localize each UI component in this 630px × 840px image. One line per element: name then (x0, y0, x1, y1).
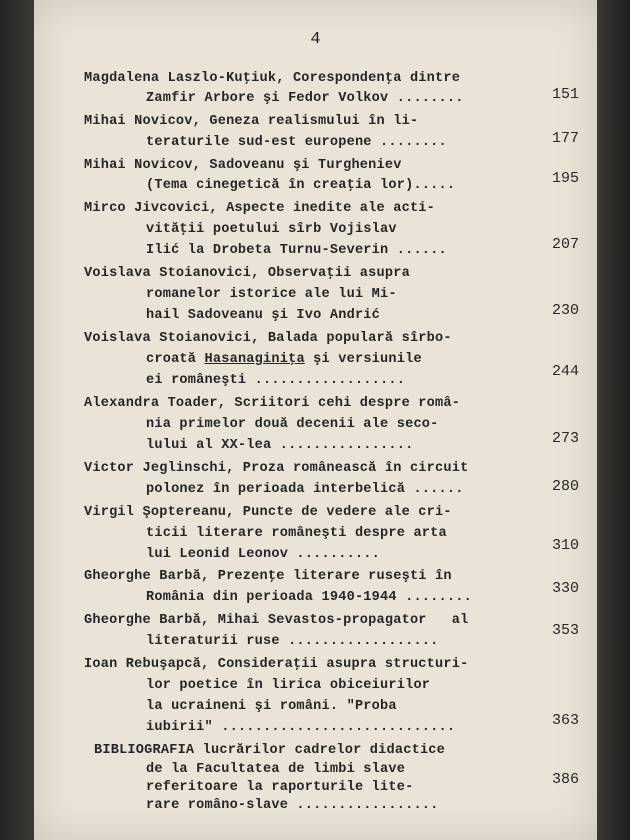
entry-line: ei româneşti .................. (146, 373, 406, 388)
page-number: 4 (310, 30, 321, 49)
entry-page-number: 207 (551, 236, 579, 253)
book-binding-left (0, 0, 34, 840)
entry-line: BIBLIOGRAFIA lucrărilor cadrelor didactice (94, 743, 446, 758)
entry-line: ticii literare româneşti despre arta (146, 526, 447, 541)
document-page (34, 0, 597, 840)
entry-line: romanelor istorice ale lui Mi- (146, 287, 397, 302)
entry-page-number: 280 (551, 478, 579, 495)
entry-page-number: 273 (551, 430, 579, 447)
entry-line: lor poetice în lirica obiceiurilor (146, 678, 431, 693)
entry-line: lui Leonid Leonov .......... (146, 547, 381, 562)
entry-line: Virgil Şoptereanu, Puncte de vedere ale cri- (84, 505, 452, 520)
entry-line: Zamfir Arbore şi Fedor Volkov ........ (146, 91, 464, 106)
entry-page-number: 310 (551, 537, 579, 554)
entry-line: Gheorghe Barbă, Prezenţe literare ruseşti în (84, 569, 452, 584)
book-binding-right (597, 0, 630, 840)
entry-line: nia primelor două decenii ale seco- (146, 417, 439, 432)
entry-line: Magdalena Laszlo-Kuţiuk, Corespondenţa dintre (84, 71, 461, 86)
entry-page-number: 195 (551, 170, 579, 187)
entry-line: de la Facultatea de limbi slave (146, 762, 406, 777)
entry-line: iubirii" ............................ (146, 720, 456, 735)
entry-line: lului al XX-lea ................ (146, 438, 414, 453)
entry-line: vităţii poetului sîrb Vojislav (146, 222, 397, 237)
entry-line: croată Hasanaginiţa şi versiunile (146, 352, 422, 367)
entry-line: Voislava Stoianovici, Observaţii asupra (84, 266, 410, 281)
entry-line: Victor Jeglinschi, Proza românească în circuit (84, 461, 469, 476)
entry-line: referitoare la raporturile lite- (146, 780, 414, 795)
entry-line: Voislava Stoianovici, Balada populară sîrbo- (84, 331, 452, 346)
entry-line: rare româno-slave ................. (146, 798, 439, 813)
entry-line: la ucraineni şi români. "Proba (146, 699, 397, 714)
entry-line: polonez în perioada interbelică ...... (146, 482, 464, 497)
entry-page-number: 151 (551, 86, 579, 103)
entry-line: Ilić la Drobeta Turnu-Severin ...... (146, 243, 447, 258)
entry-line: Alexandra Toader, Scriitori cehi despre româ- (84, 396, 461, 411)
entry-page-number: 353 (551, 622, 579, 639)
entry-line: Ioan Rebuşapcă, Consideraţii asupra structuri- (84, 657, 469, 672)
entry-page-number: 330 (551, 580, 579, 597)
entry-line: teraturile sud-est europene ........ (146, 135, 447, 150)
underlined-title: Hasanaginiţa (204, 352, 305, 367)
entry-line: România din perioada 1940-1944 ........ (146, 590, 472, 605)
entry-page-number: 230 (551, 302, 579, 319)
entry-line: Mihai Novicov, Sadoveanu şi Turgheniev (84, 158, 402, 173)
entry-line: Gheorghe Barbă, Mihai Sevastos-propagator al (84, 613, 469, 628)
entry-line: Mihai Novicov, Geneza realismului în li- (84, 114, 419, 129)
entry-line: (Tema cinegetică în creaţia lor)..... (146, 178, 456, 193)
entry-page-number: 386 (551, 771, 579, 788)
entry-line: literaturii ruse .................. (146, 634, 439, 649)
entry-page-number: 244 (551, 363, 579, 380)
entry-line: Mirco Jivcovici, Aspecte inedite ale acti- (84, 201, 436, 216)
entry-page-number: 177 (551, 130, 579, 147)
entry-line: hail Sadoveanu şi Ivo Andrić (146, 308, 381, 323)
entry-page-number: 363 (551, 712, 579, 729)
